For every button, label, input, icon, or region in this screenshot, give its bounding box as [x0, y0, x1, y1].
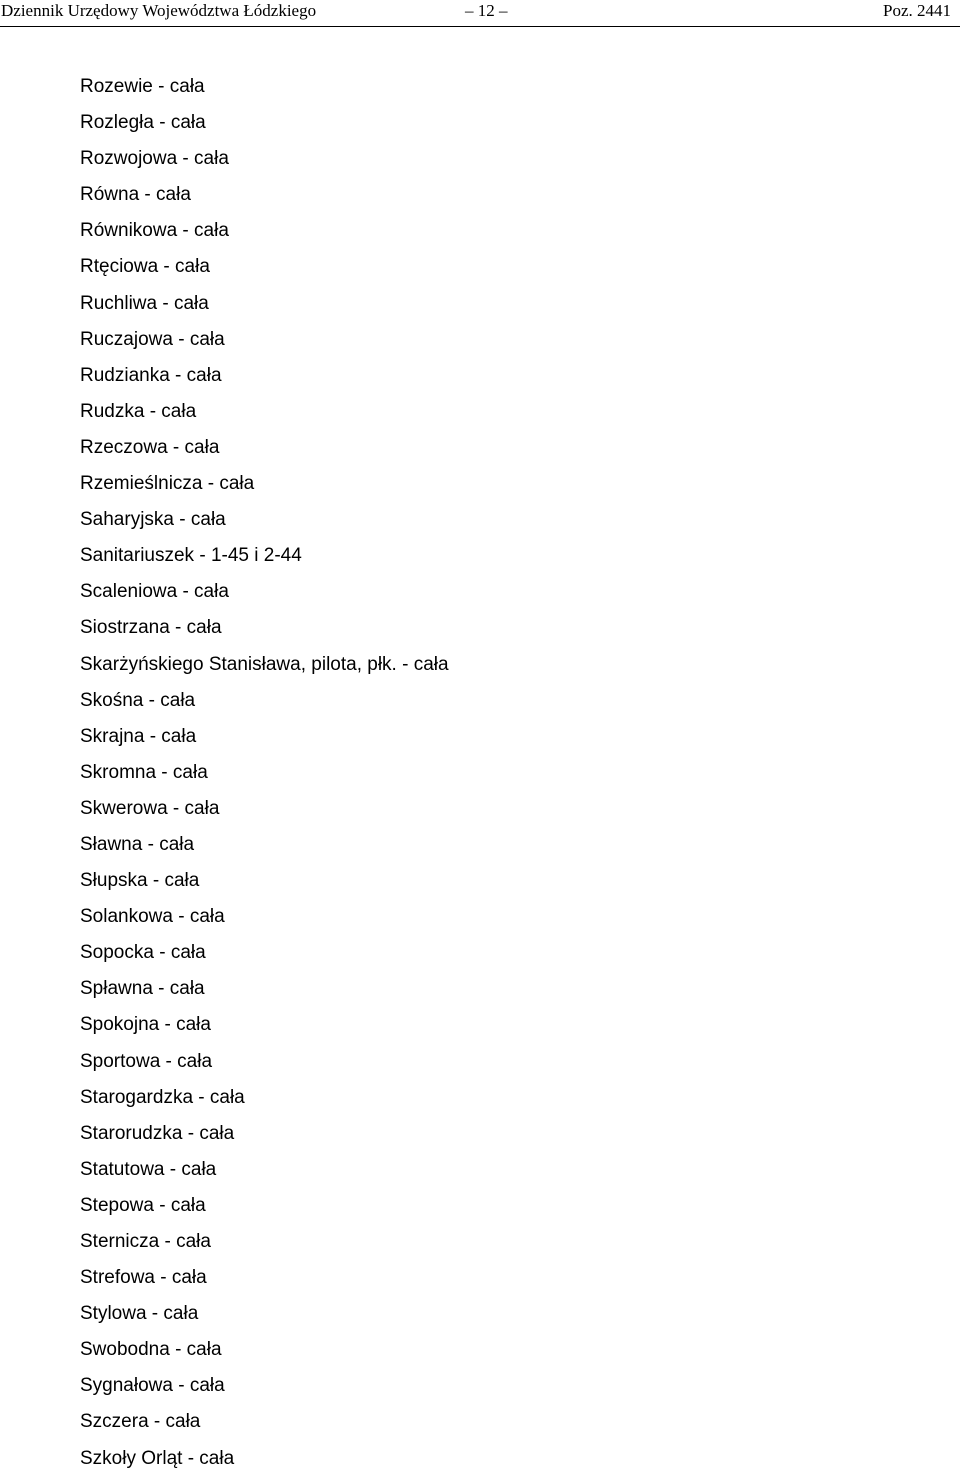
street-item: Stepowa - cała: [80, 1194, 206, 1216]
street-item: Scaleniowa - cała: [80, 581, 229, 603]
street-item: Sopocka - cała: [80, 942, 206, 964]
street-item: Sygnałowa - cała: [80, 1375, 225, 1397]
street-item: Statutowa - cała: [80, 1158, 217, 1180]
street-item: Skrajna - cała: [80, 725, 197, 747]
street-item: Rtęciowa - cała: [80, 256, 210, 278]
street-item: Ruchliwa - cała: [80, 292, 209, 314]
street-item: Starorudzka - cała: [80, 1122, 235, 1144]
page-number: – 12 –: [465, 1, 508, 20]
street-item: Stylowa - cała: [80, 1303, 199, 1325]
street-item: Starogardzka - cała: [80, 1086, 245, 1108]
street-item: Ruczajowa - cała: [80, 328, 225, 350]
street-item: Rudzianka - cała: [80, 364, 222, 386]
journal-title: Dziennik Urzędowy Województwa Łódzkiego: [1, 1, 317, 20]
street-item: Słupska - cała: [80, 870, 200, 892]
street-item: Strefowa - cała: [80, 1267, 207, 1289]
position-number: Poz. 2441: [883, 1, 951, 20]
street-item: Rzemieślnicza - cała: [80, 473, 255, 495]
street-item: Skarżyńskiego Stanisława, pilota, płk. - cała: [80, 653, 449, 675]
street-item: Siostrzana - cała: [80, 617, 222, 639]
street-item: Spokojna - cała: [80, 1014, 211, 1036]
street-list: [80, 74, 449, 1482]
street-item: Szczera - cała: [80, 1411, 201, 1433]
street-item: Saharyjska - cała: [80, 509, 226, 531]
street-item: Sławna - cała: [80, 833, 195, 855]
street-item: Rozewie - cała: [80, 76, 205, 97]
page-header: [0, 0, 960, 27]
street-item: Rozwojowa - cała: [80, 148, 229, 170]
street-item: Rzeczowa - cała: [80, 436, 220, 458]
street-item: Sportowa - cała: [80, 1050, 213, 1072]
street-item: Równa - cała: [80, 184, 191, 206]
street-item: Równikowa - cała: [80, 220, 229, 242]
street-item: Sternicza - cała: [80, 1231, 211, 1252]
street-item: Skośna - cała: [80, 689, 196, 711]
street-item: Skwerowa - cała: [80, 797, 220, 819]
street-item: Swobodna - cała: [80, 1339, 222, 1361]
street-item: Solankowa - cała: [80, 906, 225, 928]
street-item: Skromna - cała: [80, 761, 208, 783]
street-item: Rudzka - cała: [80, 400, 197, 422]
street-item: Szkoły Orląt - cała: [80, 1447, 235, 1469]
street-item: Spławna - cała: [80, 978, 205, 1000]
street-item: Rozległa - cała: [80, 112, 206, 134]
street-item: Sanitariuszek - 1-45 i 2-44: [80, 545, 302, 567]
